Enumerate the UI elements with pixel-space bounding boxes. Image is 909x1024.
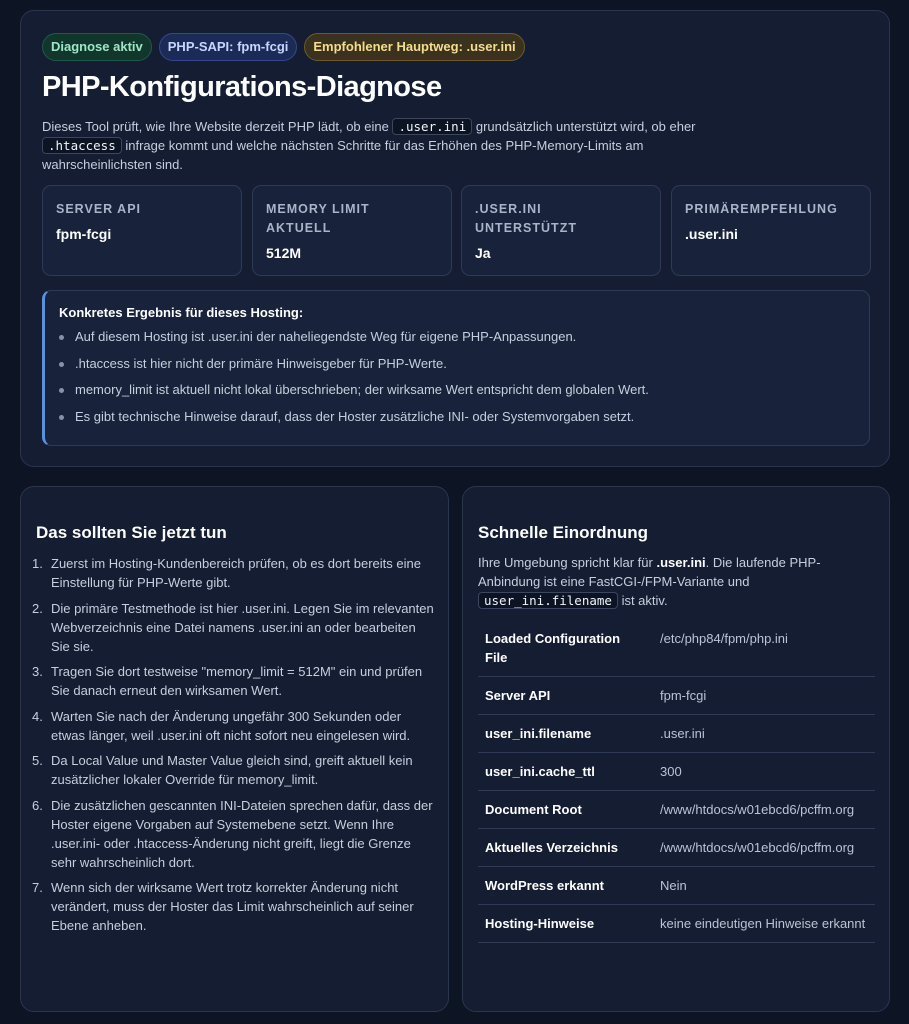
table-row — [478, 867, 875, 905]
stat-memory-limit — [252, 185, 452, 276]
page-title: PHP-Konfigurations-Diagnose — [42, 71, 442, 103]
user-ini-filename-code: user_ini.filename — [478, 592, 618, 609]
table-key: Document Root — [478, 791, 653, 829]
result-item: memory_limit ist aktuell nicht lokal überschrieben; der wirksame Wert entspricht dem globalen Wert. — [59, 381, 855, 399]
step-item: Zuerst im Hosting-Kundenbereich prüfen, ob es dort bereits eine Einstellung für PHP-Werte gibt. — [51, 556, 421, 590]
overview-card — [462, 486, 890, 1012]
table-value: /etc/php84/fpm/php.ini — [653, 620, 875, 677]
table-value: .user.ini — [653, 715, 875, 753]
stat-label: SERVER API — [56, 202, 142, 216]
stat-label: PRIMÄREMPFEHLUNG — [685, 202, 838, 216]
stat-value: Ja — [475, 245, 491, 261]
table-row — [478, 677, 875, 715]
htaccess-code: .htaccess — [42, 137, 122, 154]
recommendation-badge: Empfohlener Hauptweg: .user.ini — [304, 33, 524, 61]
table-row — [478, 753, 875, 791]
table-key: Aktuelles Verzeichnis — [478, 829, 653, 867]
result-item: Es gibt technische Hinweise darauf, dass der Hoster zusätzliche INI- oder Systemvorgaben setzt. — [59, 408, 855, 426]
step-item: Tragen Sie dort testweise "memory_limit = 512M" ein und prüfen Sie danach erneut den wirksamen Wert. — [51, 664, 423, 698]
table-value: /www/htdocs/w01ebcd6/pcffm.org — [653, 829, 875, 867]
badge-row — [42, 33, 525, 61]
stat-value: .user.ini — [685, 226, 738, 242]
overview-summary — [478, 553, 876, 610]
table-key: Hosting-Hinweise — [478, 905, 653, 943]
result-item: Auf diesem Hosting ist .user.ini der naheliegendste Weg für eigene PHP-Anpassungen. — [59, 328, 855, 346]
result-item: .htaccess ist hier nicht der primäre Hinweisgeber für PHP-Werte. — [59, 355, 855, 373]
table-row — [478, 829, 875, 867]
status-badge: Diagnose aktiv — [42, 33, 152, 61]
stat-primary-recommendation — [671, 185, 871, 276]
diagnose-card — [20, 10, 890, 467]
overview-title: Schnelle Einordnung — [478, 523, 649, 542]
sapi-badge: PHP-SAPI: fpm-fcgi — [159, 33, 298, 61]
result-heading: Konkretes Ergebnis für dieses Hosting: — [59, 305, 304, 320]
intro-text-part: grundsätzlich unterstützt wird, ob eher — [475, 119, 696, 134]
stat-server-api — [42, 185, 242, 276]
table-row — [478, 905, 875, 943]
result-box — [42, 290, 870, 446]
stat-label: .USER.INI UNTERSTÜTZT — [475, 202, 577, 235]
table-key: user_ini.cache_ttl — [478, 753, 653, 791]
summary-text-part: Ihre Umgebung spricht klar für — [478, 555, 653, 570]
next-steps-card — [20, 486, 449, 1012]
table-row — [478, 620, 875, 677]
next-steps-title: Das sollten Sie jetzt tun — [36, 523, 227, 542]
step-item: Da Local Value und Master Value gleich sind, greift aktuell kein zusätzlicher lokaler Override für memory_limit. — [51, 753, 413, 787]
summary-text-part: . Die laufende PHP-Anbindung ist eine FastCGI-/FPM-Variante und — [478, 555, 821, 589]
table-row — [478, 715, 875, 753]
step-item: Warten Sie nach der Änderung ungefähr 300 Sekunden oder etwas länger, weil .user.ini oft nicht sofort neu eingelesen wird. — [51, 708, 411, 743]
summary-highlight: .user.ini — [656, 555, 706, 570]
table-key: Loaded Configuration File — [478, 620, 653, 677]
config-table — [478, 620, 875, 943]
stat-value: 512M — [266, 245, 302, 261]
table-key: user_ini.filename — [478, 715, 653, 753]
table-value: keine eindeutigen Hinweise erkannt — [653, 905, 875, 943]
next-steps-list — [32, 554, 434, 942]
summary-text-part: ist aktiv. — [621, 593, 668, 608]
intro-text-part: infrage kommt und welche nächsten Schritte für das Erhöhen des PHP-Memory-Limits am wahrscheinlichsten sind. — [42, 138, 644, 172]
stat-value: fpm-fcgi — [56, 226, 112, 242]
step-item: Die zusätzlichen gescannten INI-Dateien sprechen dafür, dass der Hoster eigene Vorgaben auf Systemebene setzt. Wenn Ihre .user.ini- oder .htaccess-Änderung nicht greift, liegt die Grenze sehr wahrscheinlich dort. — [51, 797, 433, 870]
table-key: Server API — [478, 677, 653, 715]
table-value: Nein — [653, 867, 875, 905]
table-key: WordPress erkannt — [478, 867, 653, 905]
stat-user-ini-supported — [461, 185, 661, 276]
step-item: Wenn sich der wirksame Wert trotz korrekter Änderung nicht verändert, muss der Hoster das Limit wahrscheinlich auf seiner Ebene anheben. — [51, 880, 414, 933]
table-value: /www/htdocs/w01ebcd6/pcffm.org — [653, 791, 875, 829]
step-item: Die primäre Testmethode ist hier .user.ini. Legen Sie im relevanten Webverzeichnis eine Datei namens .user.ini an oder bearbeiten Sie sie. — [51, 600, 434, 654]
stat-label: MEMORY LIMIT AKTUELL — [266, 202, 370, 235]
result-list — [59, 328, 855, 426]
user-ini-code: .user.ini — [392, 118, 472, 135]
intro-text-part: Dieses Tool prüft, wie Ihre Website derzeit PHP lädt, ob eine — [42, 119, 389, 134]
intro-text — [42, 117, 742, 174]
table-value: fpm-fcgi — [653, 677, 875, 715]
table-row — [478, 791, 875, 829]
table-value: 300 — [653, 753, 875, 791]
